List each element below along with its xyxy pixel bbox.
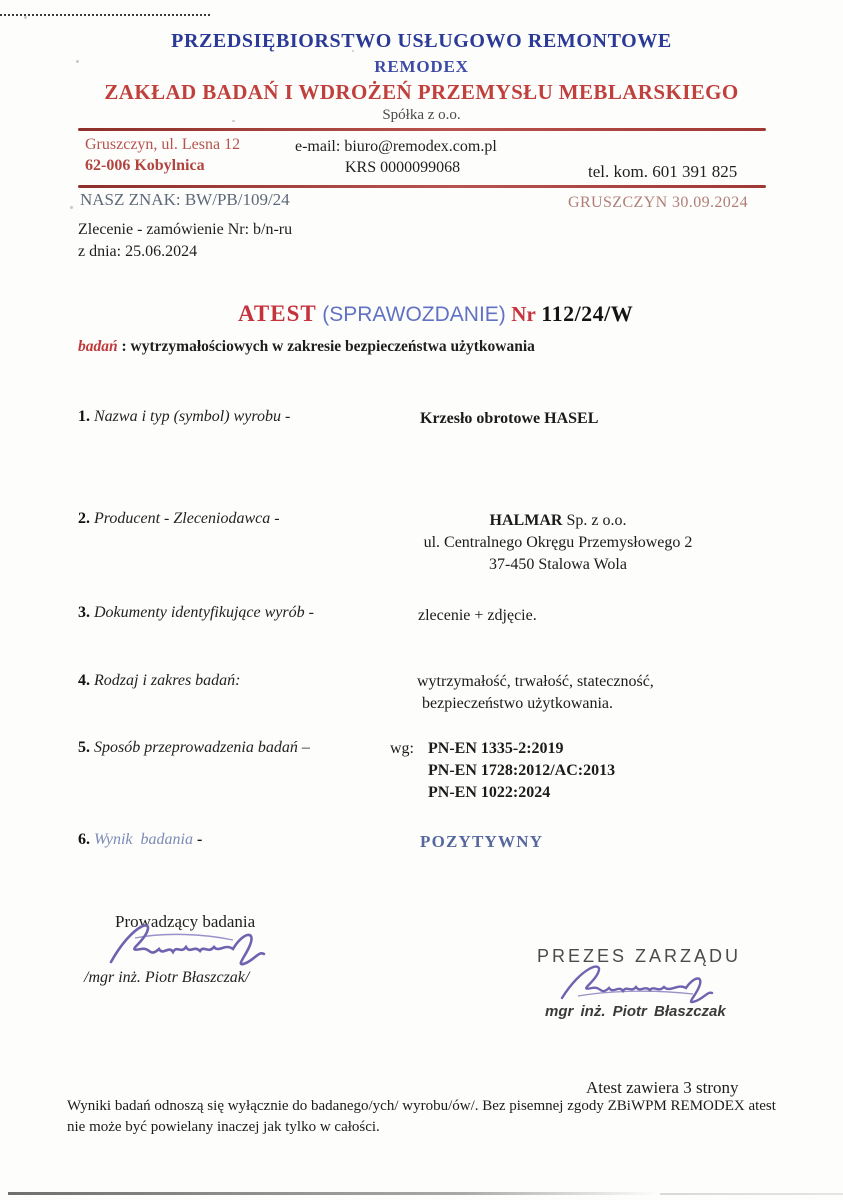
item-2-value — [423, 510, 693, 576]
phone-number: tel. kom. 601 391 825 — [588, 162, 738, 181]
document-subtitle — [78, 338, 535, 356]
item-1-label — [78, 408, 290, 426]
subtitle-rest: wytrzymałościowych w zakresie bezpieczeństwa użytkowania — [130, 338, 535, 355]
header-divider-bottom — [78, 185, 766, 188]
krs-number: KRS 0000099068 — [345, 159, 461, 176]
title-nr-label: Nr — [511, 302, 536, 326]
item-2-text: Producent - Zleceniodawca - — [94, 510, 280, 527]
signature-left-handwriting — [105, 918, 280, 970]
subtitle-separator: : — [117, 338, 131, 355]
document-title — [238, 301, 633, 327]
item-2-label — [78, 510, 280, 528]
subtitle-lead: badań — [78, 338, 118, 355]
address-city: 62-006 Kobylnica — [85, 157, 205, 174]
item-1-value: Krzesło obrotowe HASEL — [420, 410, 599, 427]
scan-speck — [70, 206, 73, 209]
item-5-number: 5. — [78, 739, 90, 756]
company-division: ZAKŁAD BADAŃ I WDROŻEŃ PRZEMYSŁU MEBLARSKIEGO — [104, 80, 739, 104]
company-legal-form: Spółka z o.o. — [382, 107, 461, 123]
company-name: PRZEDSIĘBIORSTWO USŁUGOWO REMONTOWE — [171, 30, 672, 52]
header-divider-top — [78, 128, 766, 131]
item-1-text: Nazwa i typ (symbol) wyrobu - — [94, 408, 291, 425]
item-4-label — [78, 672, 241, 690]
item-3-text: Dokumenty identyfikujące wyrób - — [94, 604, 314, 621]
item-6-label — [78, 831, 202, 849]
producer-name-line — [423, 510, 693, 532]
title-sprawozdanie: (SPRAWOZDANIE) — [322, 303, 506, 326]
item-2-number: 2. — [78, 510, 90, 527]
scan-edge-artifact — [8, 1192, 658, 1195]
left-signature-title: Prowadzący badania — [115, 912, 256, 931]
item-6-text: Wynik badania — [94, 831, 193, 848]
footer-disclaimer: Wyniki badań odnoszą się wyłącznie do badanego/ych/ wyrobu/ów/. Bez pisemnej zgody ZBiWPM REMODEX atest nie może być powielany inaczej jak tylko w całości. — [67, 1098, 776, 1135]
producer-address-street: ul. Centralnego Okręgu Przemysłowego 2 — [423, 534, 693, 551]
standards-prefix: wg: — [390, 740, 414, 757]
address-street: Gruszczyn, ul. Lesna 12 — [85, 136, 241, 153]
title-number: 112/24/W — [541, 301, 634, 326]
scan-edge-artifact-faint — [660, 1193, 843, 1195]
item-4-text: Rodzaj i zakres badań: — [94, 672, 241, 689]
right-signature-name: mgr inż. Piotr Błaszczak — [545, 1003, 726, 1020]
standard-1: PN-EN 1335-2:2019 — [428, 740, 564, 757]
producer-suffix: Sp. z o.o. — [562, 512, 627, 529]
item-3-number: 3. — [78, 604, 90, 621]
result-value: POZYTYWNY — [420, 832, 544, 851]
email-text: e-mail: biuro@remodex.com.pl — [295, 138, 497, 155]
item-3-value: zlecenie + zdjęcie. — [418, 607, 537, 624]
scan-speck — [24, 16, 27, 19]
item-5-label — [78, 739, 310, 757]
item-4-value-line2: bezpieczeństwo użytkowania. — [422, 695, 614, 712]
item-4-number: 4. — [78, 672, 90, 689]
pages-note: Atest zawiera 3 strony — [586, 1078, 739, 1097]
standard-3: PN-EN 1022:2024 — [428, 784, 551, 801]
left-signature-name: /mgr inż. Piotr Błaszczak/ — [84, 969, 250, 986]
order-number-line: Zlecenie - zamówienie Nr: b/n-ru — [78, 221, 293, 238]
producer-name: HALMAR — [489, 512, 563, 529]
item-6-number: 6. — [78, 831, 90, 848]
title-atest: ATEST — [238, 301, 317, 326]
order-date-line: z dnia: 25.06.2024 — [78, 243, 198, 260]
producer-address-city: 37-450 Stalowa Wola — [489, 556, 627, 573]
item-4-value-line1: wytrzymałość, trwałość, stateczność, — [417, 673, 654, 690]
company-brand: REMODEX — [374, 57, 469, 76]
reference-number: NASZ ZNAK: BW/PB/109/24 — [80, 190, 290, 209]
signature-dotted-line — [0, 0, 210, 16]
item-6-dash: - — [196, 831, 203, 848]
signature-right-handwriting — [558, 960, 718, 1006]
place-and-date: GRUSZCZYN 30.09.2024 — [568, 194, 749, 211]
item-1-number: 1. — [78, 408, 90, 425]
right-signature-title: PREZES ZARZĄDU — [537, 946, 742, 966]
item-3-label — [78, 604, 314, 622]
item-5-text: Sposób przeprowadzenia badań – — [94, 739, 310, 756]
standard-2: PN-EN 1728:2012/AC:2013 — [428, 762, 616, 779]
